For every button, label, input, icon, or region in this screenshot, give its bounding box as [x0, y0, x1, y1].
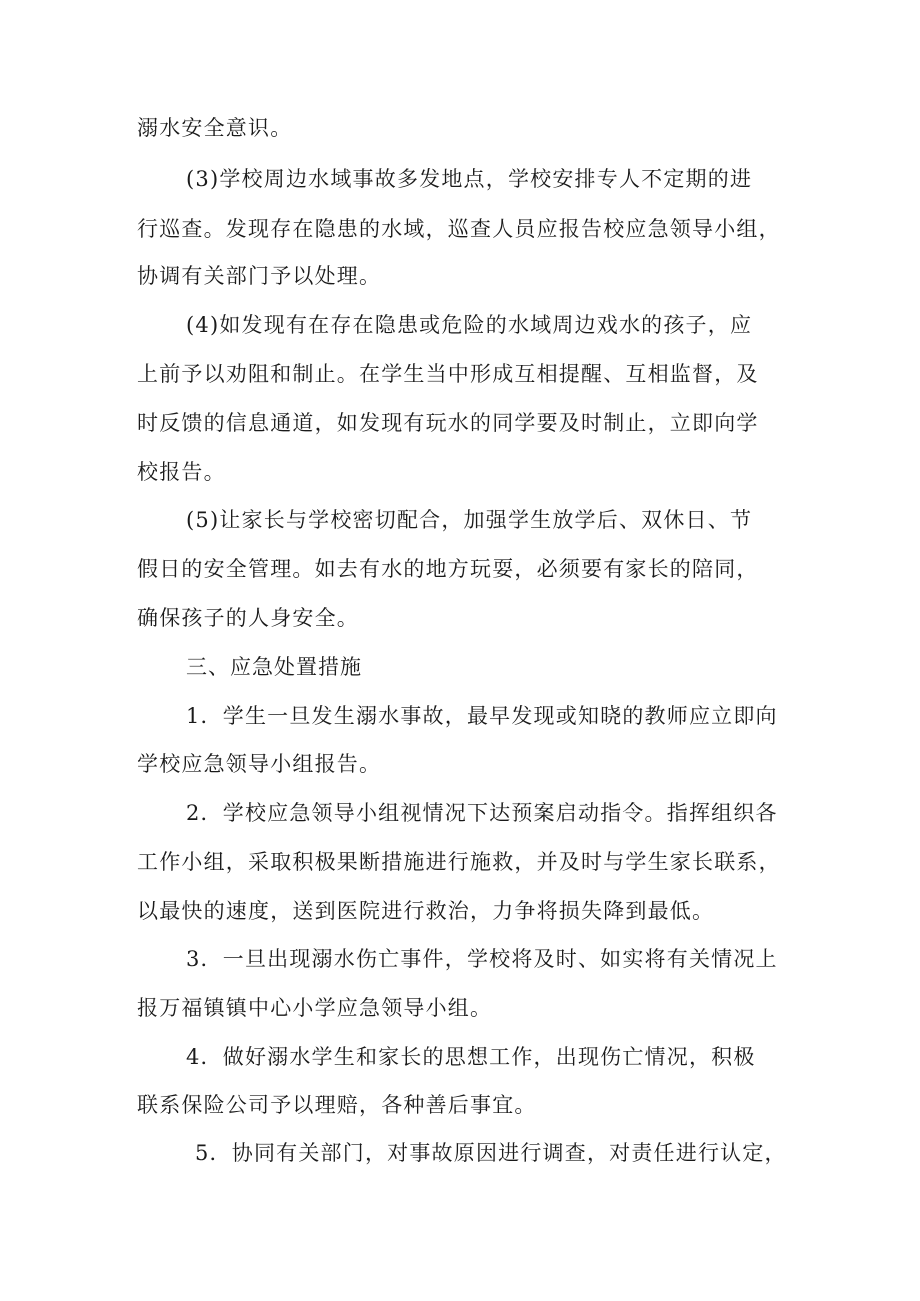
text-line: 校报告。	[137, 460, 226, 484]
text-line: 联系保险公司予以理赔，各种善后事宜。	[137, 1093, 537, 1117]
text-line: (3)学校周边水域事故多发地点，学校安排专人不定期的进	[186, 167, 753, 191]
text-line: 协调有关部门予以处理。	[137, 264, 382, 288]
text-line: 1．学生一旦发生溺水事故，最早发现或知晓的教师应立即向	[186, 704, 778, 728]
section-heading: 三、应急处置措施	[186, 655, 362, 679]
text-line: 工作小组，采取积极果断措施进行施救，并及时与学生家长联系，	[137, 850, 781, 874]
text-line: (4)如发现有在存在隐患或危险的水域周边戏水的孩子，应	[186, 313, 753, 337]
text-line: 以最快的速度，送到医院进行救治，力争将损失降到最低。	[137, 899, 715, 923]
text-line: 报万福镇镇中心小学应急领导小组。	[137, 996, 493, 1020]
text-line: 行巡查。发现存在隐患的水域，巡查人员应报告校应急领导小组，	[137, 217, 781, 241]
text-line: 上前予以劝阻和制止。在学生当中形成互相提醒、互相监督，及	[137, 362, 759, 386]
text-line: 溺水安全意识。	[137, 116, 293, 140]
text-line: 时反馈的信息通道，如发现有玩水的同学要及时制止，立即向学	[137, 411, 759, 435]
text-line: 5．协同有关部门，对事故原因进行调查，对责任进行认定，	[195, 1141, 787, 1165]
text-line: 3．一旦出现溺水伤亡事件，学校将及时、如实将有关情况上	[186, 947, 778, 971]
text-line: 学校应急领导小组报告。	[137, 752, 382, 776]
text-line: (5)让家长与学校密切配合，加强学生放学后、双休日、节	[186, 508, 753, 532]
text-line: 确保孩子的人身安全。	[137, 606, 359, 630]
text-line: 4．做好溺水学生和家长的思想工作，出现伤亡情况，积极	[186, 1045, 756, 1069]
text-line: 2．学校应急领导小组视情况下达预案启动指令。指挥组织各	[186, 801, 778, 825]
text-line: 假日的安全管理。如去有水的地方玩耍，必须要有家长的陪同，	[137, 557, 759, 581]
